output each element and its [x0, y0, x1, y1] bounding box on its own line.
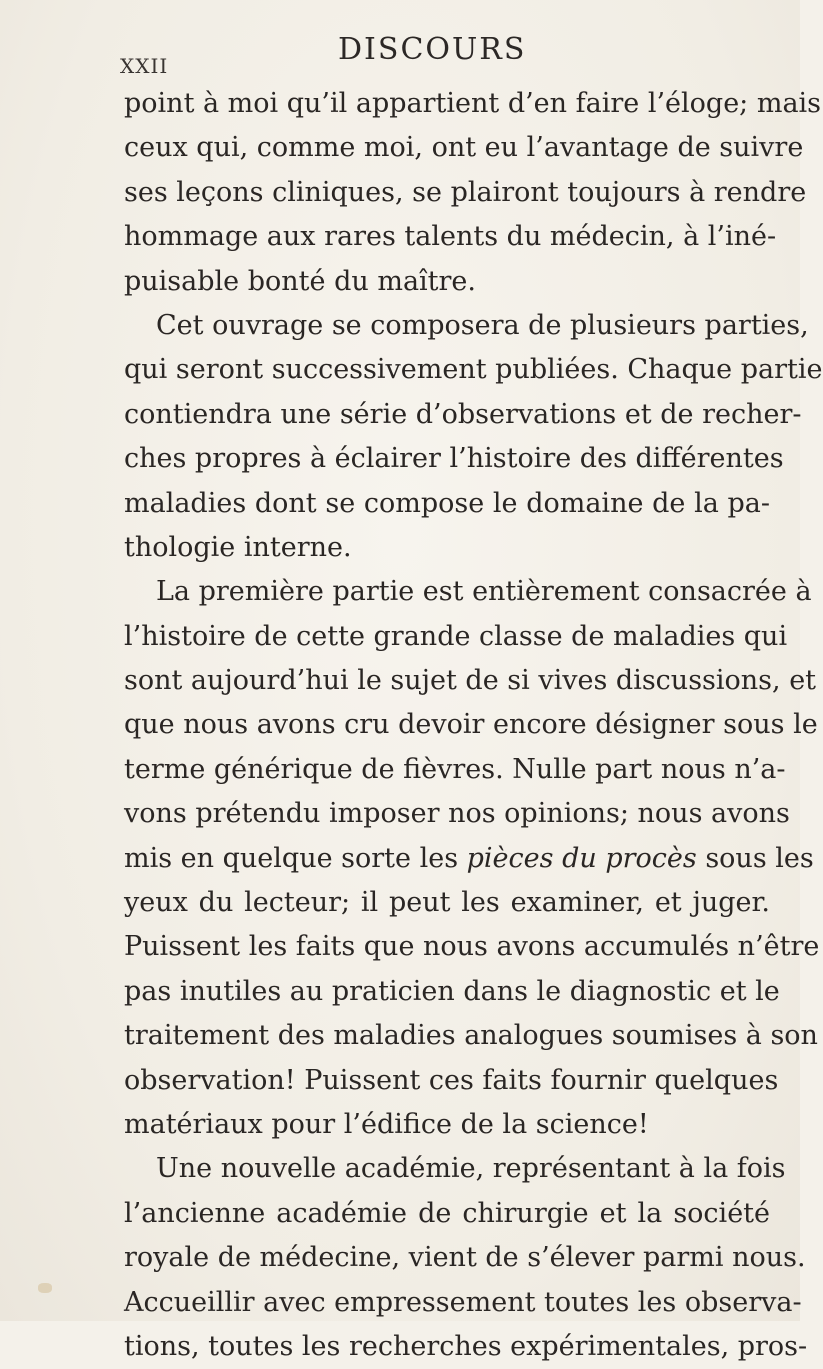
text-line: observation! Puissent ces faits fournir quelques — [124, 1064, 779, 1096]
text-line: Cet ouvrage se composera de plusieurs parties, — [156, 309, 809, 341]
text-line: point à moi qu’il appartient d’en faire l’éloge; mais — [124, 88, 822, 119]
text-line: Accueillir avec empressement toutes les observa- — [124, 1286, 802, 1318]
text-line: royale de médecine, vient de s’élever parmi nous. — [124, 1242, 806, 1274]
text-line: pas inutiles au praticien dans le diagnostic et le — [124, 975, 780, 1007]
page-number: XXII — [120, 54, 169, 78]
italic-phrase: pièces du procès — [466, 842, 697, 874]
text-line: Une nouvelle académie, représentant à la fois — [156, 1153, 786, 1185]
text-line: l’ancienne académie de chirurgie et la société — [124, 1197, 770, 1229]
page-header — [0, 32, 800, 78]
text-line: vons prétendu imposer nos opinions; nous avons — [124, 798, 790, 830]
paper-stain — [38, 1283, 52, 1293]
text-line: traitement des maladies analogues soumises à son — [124, 1020, 818, 1052]
text-line: yeux du lecteur; il peut les examiner, et juger. — [124, 887, 770, 919]
text-line: tions, toutes les recherches expérimentales, pros- — [124, 1330, 808, 1362]
text-line: qui seront successivement publiées. Chaque partie — [124, 354, 823, 386]
text-line: puisable bonté du maître. — [124, 265, 476, 297]
body-text — [124, 82, 823, 1369]
text-line: que nous avons cru devoir encore désigner sous le — [124, 709, 818, 741]
text-line: l’histoire de cette grande classe de maladies qui — [124, 620, 788, 652]
text-line: terme générique de fièvres. Nulle part nous n’a- — [124, 753, 786, 785]
text-line: matériaux pour l’édifice de la science! — [124, 1108, 649, 1140]
text-line: ceux qui, comme moi, ont eu l’avantage de suivre — [124, 132, 804, 164]
text-line: mis en quelque sorte les pièces du procès sous les — [124, 842, 814, 874]
text-line: ches propres à éclairer l’histoire des différentes — [124, 443, 784, 475]
text-line: maladies dont se compose le domaine de la pa- — [124, 487, 770, 519]
text-line: Puissent les faits que nous avons accumulés n’être — [124, 931, 820, 963]
text-line: thologie interne. — [124, 531, 352, 563]
text-line: La première partie est entièrement consacrée à — [156, 576, 812, 608]
running-title: DISCOURS — [338, 32, 527, 67]
text-line: ses leçons cliniques, se plairont toujours à rendre — [124, 176, 807, 208]
text-line: hommage aux rares talents du médecin, à l’iné- — [124, 221, 777, 253]
text-line: contiendra une série d’observations et de recher- — [124, 398, 802, 430]
text-line: sont aujourd’hui le sujet de si vives discussions, et — [124, 665, 817, 697]
